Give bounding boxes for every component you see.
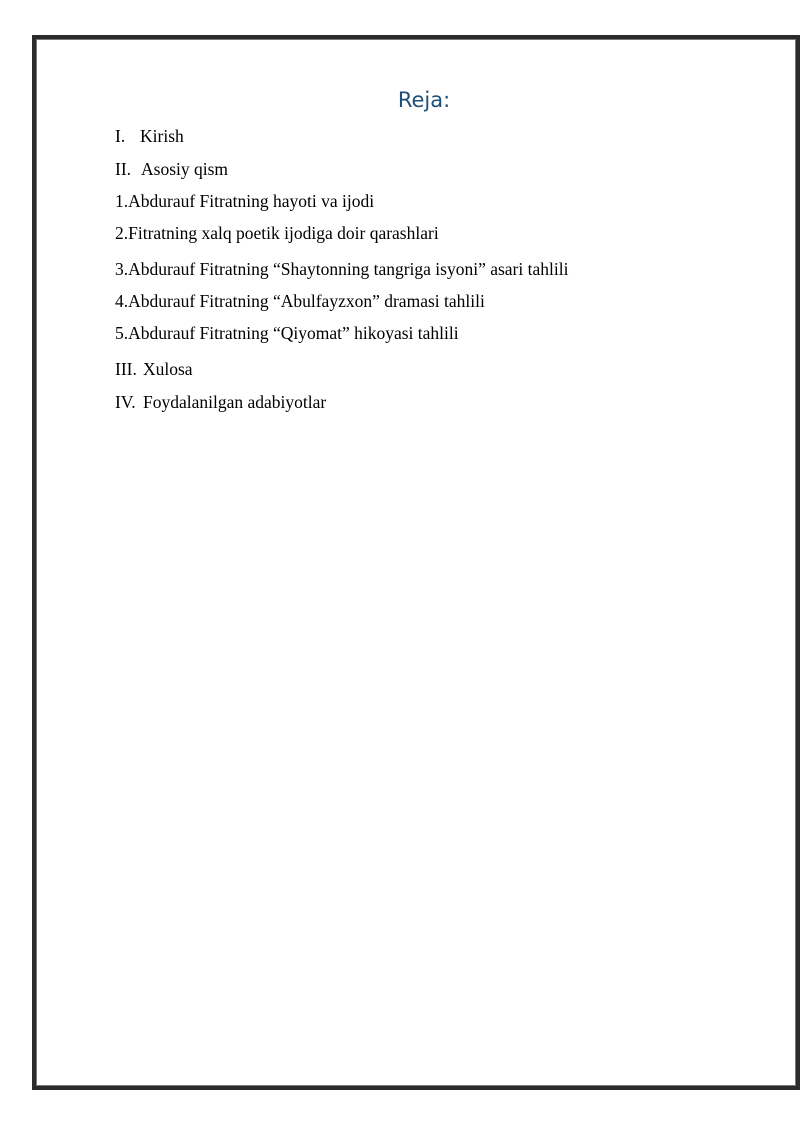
outline-marker: III. bbox=[115, 359, 137, 379]
outline-subitem-3 bbox=[115, 258, 568, 280]
outline-subitem-2 bbox=[115, 222, 439, 244]
outline-item-main bbox=[115, 158, 228, 180]
page-title: Reja: bbox=[397, 88, 451, 112]
outline-text: Asosiy qism bbox=[141, 159, 229, 179]
outline-text: Foydalanilgan adabiyotlar bbox=[143, 392, 327, 412]
outline-text: Xulosa bbox=[143, 359, 193, 379]
outline-subitem-4 bbox=[115, 290, 485, 312]
outline-marker: I. bbox=[115, 126, 126, 146]
outline-marker: II. bbox=[115, 159, 132, 179]
outline-text: 1.Abdurauf Fitratning hayoti va ijodi bbox=[115, 191, 375, 211]
outline-item-references bbox=[115, 391, 326, 413]
outline-text: Kirish bbox=[140, 126, 184, 146]
outline-item-intro bbox=[115, 125, 184, 147]
outline-marker: IV. bbox=[115, 392, 136, 412]
outline-text: 5.Abdurauf Fitratning “Qiyomat” hikoyasi tahlili bbox=[115, 323, 459, 343]
outline-text: 4.Abdurauf Fitratning “Abulfayzxon” dramasi tahlili bbox=[115, 291, 485, 311]
outline-subitem-5 bbox=[115, 322, 459, 344]
outline-text: 2.Fitratning xalq poetik ijodiga doir qarashlari bbox=[115, 223, 439, 243]
outline-item-conclusion bbox=[115, 358, 193, 380]
outline-subitem-1 bbox=[115, 190, 374, 212]
outline-text: 3.Abdurauf Fitratning “Shaytonning tangriga isyoni” asari tahlili bbox=[115, 259, 569, 279]
